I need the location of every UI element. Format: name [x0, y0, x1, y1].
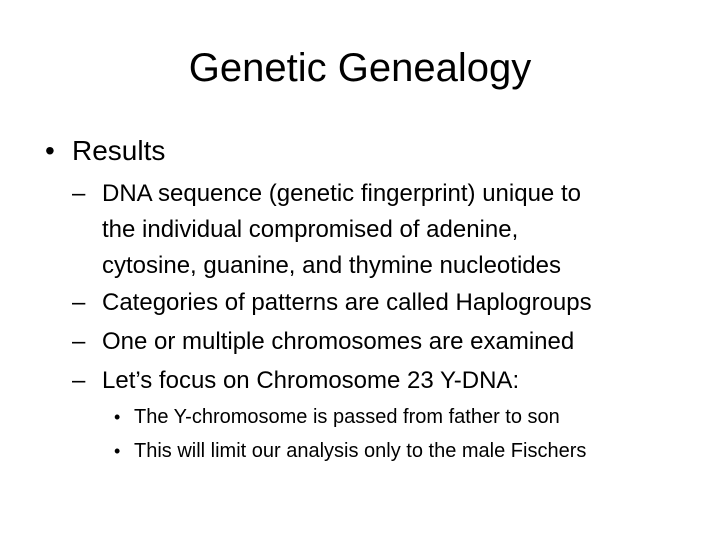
dash-bullet-haplogroups: – — [72, 289, 86, 316]
chromosomes-text: One or multiple chromosomes are examined — [102, 328, 575, 355]
dash-bullet-chromosomes: – — [72, 328, 86, 355]
male-fischers-text: This will limit our analysis only to the male Fischers — [134, 440, 587, 462]
haplogroups-text: Categories of patterns are called Haplogroups — [102, 289, 592, 316]
dna-sequence-line-2: the individual compromised of adenine, — [102, 216, 519, 243]
dash-bullet-y-dna: – — [72, 367, 86, 394]
bullet-level-1: • — [45, 135, 55, 166]
y-dna-focus-text: Let’s focus on Chromosome 23 Y-DNA: — [102, 367, 520, 394]
bullet-level-3: • — [114, 407, 121, 427]
slide-title: Genetic Genealogy — [188, 46, 532, 90]
dna-sequence-line-1: DNA sequence (genetic fingerprint) unique to — [102, 180, 581, 207]
dash-bullet-dna-sequence: – — [72, 180, 86, 207]
dna-sequence-line-3: cytosine, guanine, and thymine nucleotides — [102, 252, 561, 279]
bullet-level-3: • — [114, 441, 121, 461]
y-chromosome-text: The Y-chromosome is passed from father to son — [134, 406, 560, 428]
bullet-results-text: Results — [72, 135, 166, 166]
